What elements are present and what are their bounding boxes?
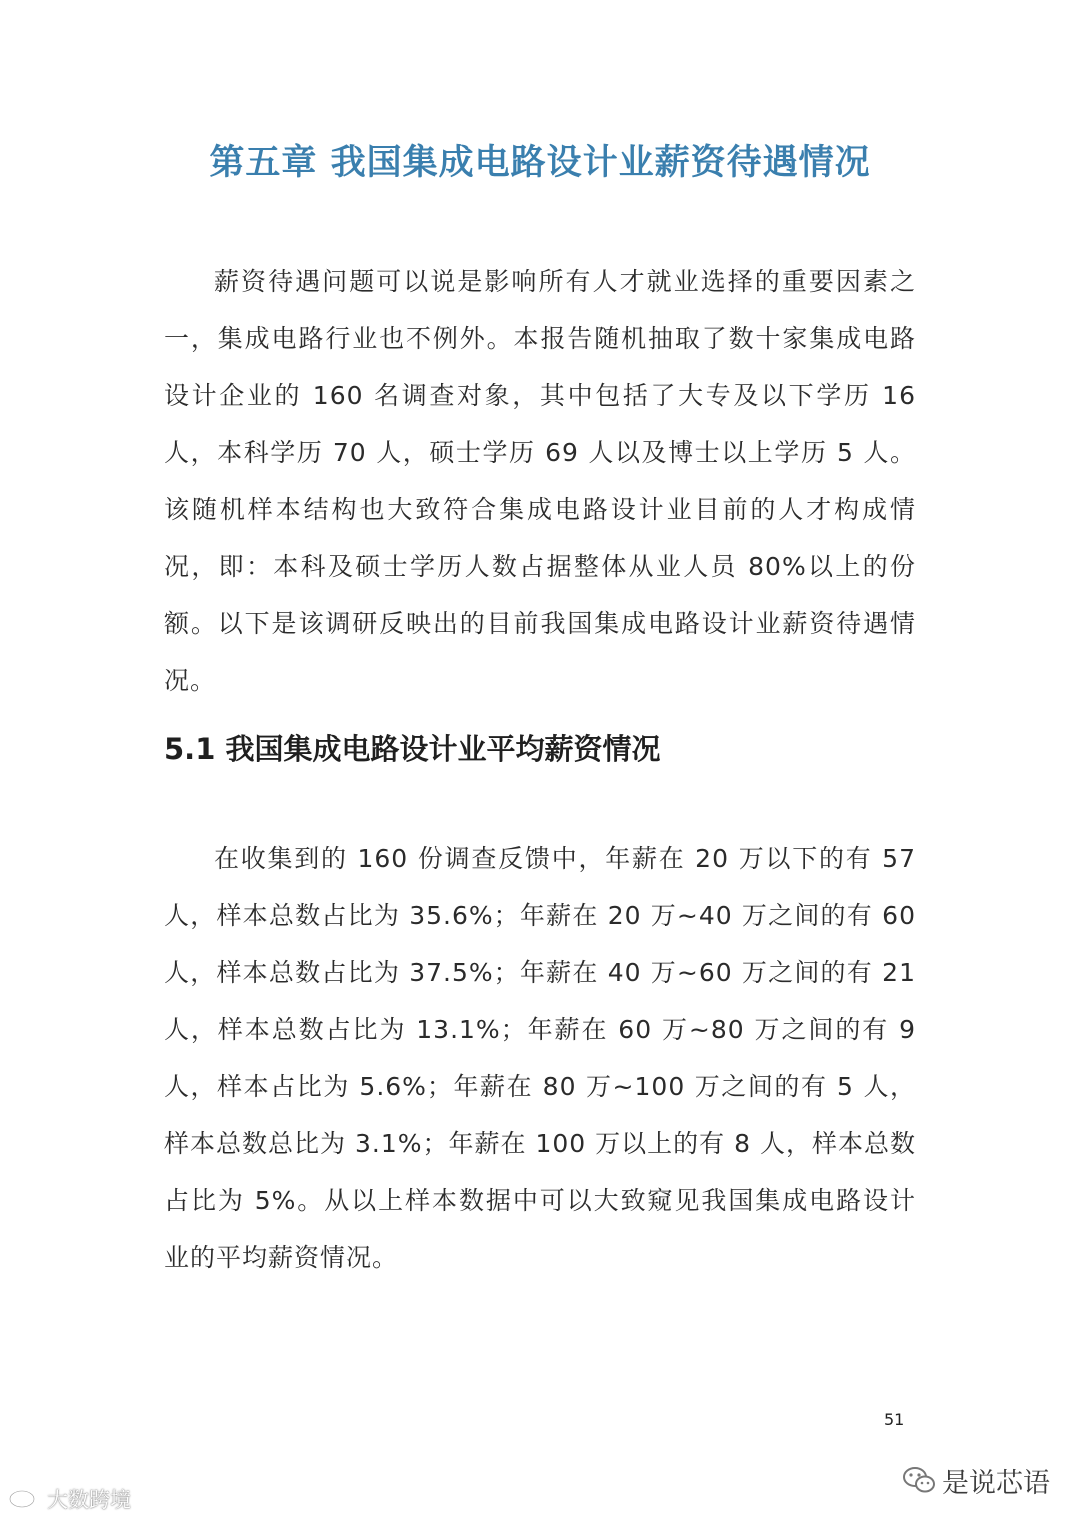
section-heading: 5.1 我国集成电路设计业平均薪资情况: [164, 732, 661, 766]
weibo-watermark-text: 大数跨境: [47, 1488, 131, 1512]
weibo-watermark: [8, 1484, 131, 1514]
page-number: 51: [884, 1410, 905, 1429]
wechat-watermark: [902, 1461, 1050, 1499]
wechat-icon: [902, 1465, 936, 1495]
chapter-title: 第五章 我国集成电路设计业薪资待遇情况: [209, 142, 871, 183]
wechat-watermark-text: 是说芯语: [942, 1467, 1050, 1499]
intro-paragraph: 薪资待遇问题可以说是影响所有人才就业选择的重要因素之一，集成电路行业也不例外。本报告随机抽取了数十家集成电路设计企业的 160 名调查对象，其中包括了大专及以下学历 16 人，本科学历 70 人，硕士学历 69 人以及博士以上学历 5 人。该随机样本结构也大致符合集成电路设计业目前的人才构成情况，即：本科及硕士学历人数占据整体从业人员 80%以上的份额。以下是该调研反映出的目前我国集成电路设计业薪资待遇情况。: [164, 267, 916, 695]
weibo-logo-icon: [8, 1485, 42, 1514]
salary-paragraph: 在收集到的 160 份调查反馈中，年薪在 20 万以下的有 57 人，样本总数占比为 35.6%；年薪在 20 万~40 万之间的有 60 人，样本总数占比为 37.5%；年薪在 40 万~60 万之间的有 21 人，样本总数占比为 13.1%；年薪在 60 万~80 万之间的有 9 人，样本占比为 5.6%；年薪在 80 万~100 万之间的有 5 人，样本总数总比为 3.1%；年薪在 100 万以上的有 8 人，样本总数占比为 5%。从以上样本数据中可以大致窥见我国集成电路设计业的平均薪资情况。: [164, 844, 916, 1272]
